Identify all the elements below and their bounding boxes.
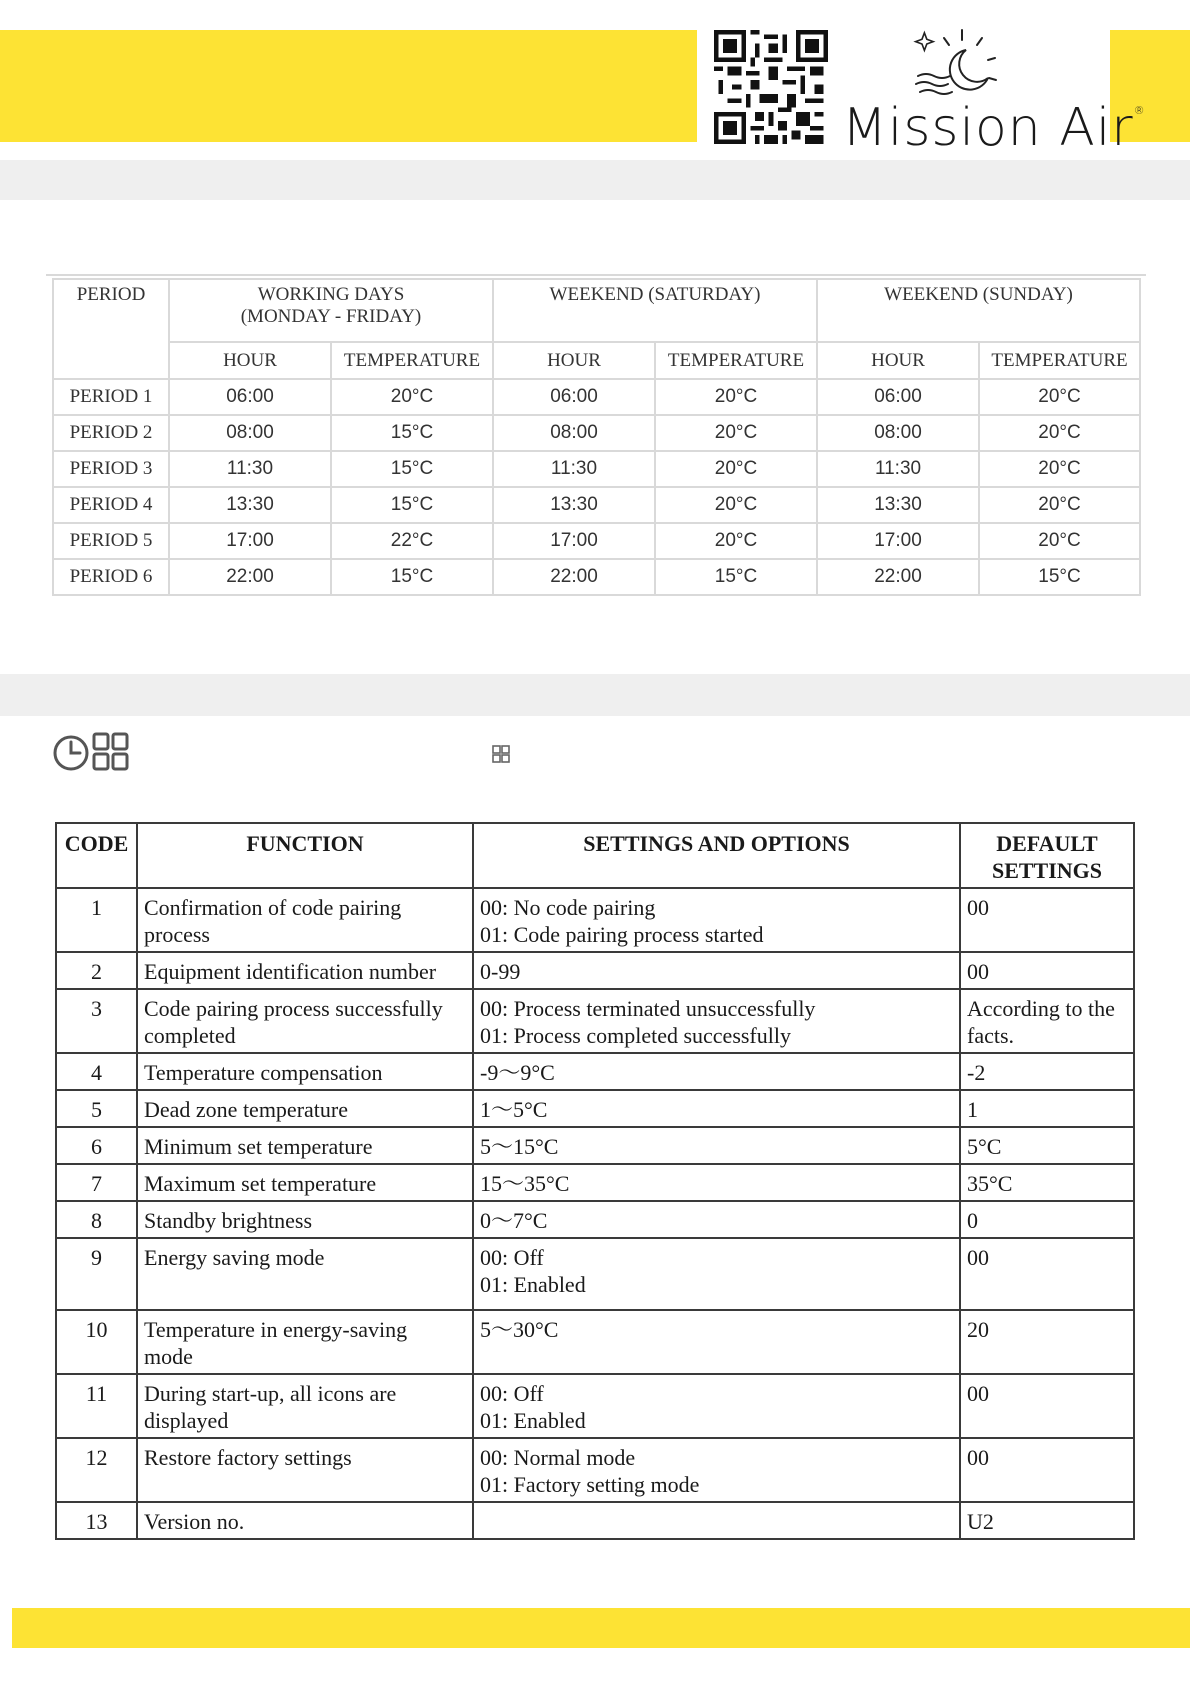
setting-function <box>137 1053 473 1090</box>
default-line: -2 <box>967 1060 986 1085</box>
function-line: Code pairing process successfully <box>144 996 443 1021</box>
setting-code: 12 <box>56 1438 137 1502</box>
header-function: FUNCTION <box>137 823 473 888</box>
saturday-temp: 20°C <box>655 451 817 487</box>
header-default-line2: SETTINGS <box>991 858 1103 883</box>
setting-default <box>960 1164 1134 1201</box>
option-line: 00: Process terminated unsuccessfully <box>480 996 816 1021</box>
setting-options <box>473 989 960 1053</box>
setting-default <box>960 1090 1134 1127</box>
footer-band <box>12 1608 1190 1648</box>
setting-code: 7 <box>56 1164 137 1201</box>
saturday-hour: 22:00 <box>493 559 655 595</box>
header-period: PERIOD <box>53 279 169 379</box>
setting-function <box>137 1502 473 1539</box>
setting-function <box>137 1127 473 1164</box>
function-line: Minimum set temperature <box>144 1134 373 1159</box>
header-temperature: TEMPERATURE <box>979 342 1140 379</box>
setting-default <box>960 952 1134 989</box>
default-line: 20 <box>967 1317 989 1342</box>
schedule-row <box>53 487 1140 523</box>
period-label: PERIOD 2 <box>53 415 169 451</box>
sunday-temp: 20°C <box>979 379 1140 415</box>
sunday-temp: 20°C <box>979 451 1140 487</box>
schedule-row <box>53 523 1140 559</box>
settings-row <box>56 1238 1134 1310</box>
option-line: 5～30°C <box>480 1317 559 1342</box>
brand-name <box>842 98 1146 158</box>
clock-icon <box>52 734 90 772</box>
saturday-hour: 11:30 <box>493 451 655 487</box>
setting-code: 9 <box>56 1238 137 1310</box>
saturday-temp: 20°C <box>655 415 817 451</box>
period-label: PERIOD 5 <box>53 523 169 559</box>
settings-row <box>56 1374 1134 1438</box>
option-line: 15～35°C <box>480 1171 570 1196</box>
setting-default <box>960 1502 1134 1539</box>
saturday-temp: 20°C <box>655 523 817 559</box>
sunday-hour: 08:00 <box>817 415 979 451</box>
header-default-line1: DEFAULT <box>996 831 1098 856</box>
setting-code: 4 <box>56 1053 137 1090</box>
sunday-hour: 06:00 <box>817 379 979 415</box>
schedule-row <box>53 451 1140 487</box>
function-line: Confirmation of code pairing <box>144 895 402 920</box>
workday-hour: 06:00 <box>169 379 331 415</box>
header-saturday: WEEKEND (SATURDAY) <box>493 279 817 342</box>
setting-code: 13 <box>56 1502 137 1539</box>
settings-row <box>56 1164 1134 1201</box>
sunday-hour: 17:00 <box>817 523 979 559</box>
default-line: 00 <box>967 959 989 984</box>
default-line: U2 <box>967 1509 994 1534</box>
settings-row <box>56 1438 1134 1502</box>
setting-options <box>473 1090 960 1127</box>
default-line: 1 <box>967 1097 978 1122</box>
option-line: 1～5°C <box>480 1097 548 1122</box>
default-line: According to the <box>967 996 1115 1021</box>
function-line: During start-up, all icons are <box>144 1381 397 1406</box>
option-line: 00: Normal mode <box>480 1445 636 1470</box>
setting-function <box>137 952 473 989</box>
setting-default <box>960 1374 1134 1438</box>
function-line: Equipment identification number <box>144 959 437 984</box>
sunday-hour: 22:00 <box>817 559 979 595</box>
header-working-days-line2: (MONDAY - FRIDAY) <box>240 306 422 327</box>
setting-options <box>473 1438 960 1502</box>
setting-function <box>137 1374 473 1438</box>
function-line: process <box>144 922 210 947</box>
function-line: Version no. <box>144 1509 245 1534</box>
setting-code: 6 <box>56 1127 137 1164</box>
grid-icon <box>92 732 130 772</box>
setting-function <box>137 1164 473 1201</box>
schedule-top-rule <box>46 274 1146 276</box>
workday-temp: 15°C <box>331 415 493 451</box>
setting-options <box>473 1164 960 1201</box>
saturday-hour: 06:00 <box>493 379 655 415</box>
schedule-row <box>53 415 1140 451</box>
small-grid-icon <box>492 745 510 763</box>
setting-options <box>473 1201 960 1238</box>
setting-function <box>137 1201 473 1238</box>
header-temperature: TEMPERATURE <box>331 342 493 379</box>
brand-text: Mission Air <box>842 98 1134 158</box>
header-working-days-line1: WORKING DAYS <box>257 284 405 305</box>
settings-row <box>56 989 1134 1053</box>
option-line: 00: Off <box>480 1245 544 1270</box>
workday-temp: 22°C <box>331 523 493 559</box>
settings-row <box>56 1090 1134 1127</box>
settings-row <box>56 1502 1134 1539</box>
setting-function <box>137 1438 473 1502</box>
header-working-days <box>169 279 493 342</box>
setting-code: 11 <box>56 1374 137 1438</box>
setting-options <box>473 1310 960 1374</box>
qr-code-icon[interactable] <box>714 30 828 144</box>
default-line: 00 <box>967 1445 989 1470</box>
schedule-table <box>52 278 1141 596</box>
workday-hour: 08:00 <box>169 415 331 451</box>
setting-function <box>137 1090 473 1127</box>
header-hour: HOUR <box>169 342 331 379</box>
saturday-temp: 20°C <box>655 487 817 523</box>
workday-hour: 11:30 <box>169 451 331 487</box>
option-line: 5～15°C <box>480 1134 559 1159</box>
default-line: 00 <box>967 1245 989 1270</box>
setting-default <box>960 1310 1134 1374</box>
schedule-row <box>53 559 1140 595</box>
default-line: 5°C <box>967 1134 1002 1159</box>
workday-temp: 15°C <box>331 451 493 487</box>
function-line: Standby brightness <box>144 1208 313 1233</box>
default-line: facts. <box>967 1023 1015 1048</box>
setting-function <box>137 1310 473 1374</box>
function-line: mode <box>144 1344 193 1369</box>
function-line: Energy saving mode <box>144 1245 325 1270</box>
settings-header-row <box>56 823 1134 888</box>
settings-row <box>56 1310 1134 1374</box>
sun-moon-wind-icon <box>910 20 1006 104</box>
settings-row <box>56 952 1134 989</box>
setting-function <box>137 888 473 952</box>
function-line: Restore factory settings <box>144 1445 352 1470</box>
default-line: 0 <box>967 1208 978 1233</box>
header-band-left <box>0 30 697 142</box>
setting-function <box>137 989 473 1053</box>
setting-default <box>960 888 1134 952</box>
sunday-temp: 20°C <box>979 415 1140 451</box>
header-hour: HOUR <box>817 342 979 379</box>
sunday-temp: 15°C <box>979 559 1140 595</box>
option-line: 0-99 <box>480 959 521 984</box>
saturday-hour: 08:00 <box>493 415 655 451</box>
setting-default <box>960 1053 1134 1090</box>
setting-default <box>960 1127 1134 1164</box>
sunday-temp: 20°C <box>979 523 1140 559</box>
sunday-hour: 13:30 <box>817 487 979 523</box>
setting-function <box>137 1238 473 1310</box>
setting-default <box>960 1438 1134 1502</box>
workday-hour: 17:00 <box>169 523 331 559</box>
setting-default <box>960 1238 1134 1310</box>
function-line: Maximum set temperature <box>144 1171 377 1196</box>
setting-code: 10 <box>56 1310 137 1374</box>
setting-options <box>473 1127 960 1164</box>
saturday-temp: 20°C <box>655 379 817 415</box>
header-options: SETTINGS AND OPTIONS <box>473 823 960 888</box>
setting-code: 1 <box>56 888 137 952</box>
option-line: 0～7°C <box>480 1208 548 1233</box>
settings-row <box>56 1053 1134 1090</box>
period-label: PERIOD 3 <box>53 451 169 487</box>
option-line: 00: No code pairing <box>480 895 656 920</box>
setting-code: 8 <box>56 1201 137 1238</box>
function-line: completed <box>144 1023 236 1048</box>
option-line: 00: Off <box>480 1381 544 1406</box>
setting-options <box>473 1374 960 1438</box>
settings-row <box>56 1201 1134 1238</box>
setting-options <box>473 888 960 952</box>
option-line: 01: Code pairing process started <box>480 922 764 947</box>
settings-table <box>55 822 1135 1540</box>
setting-code: 3 <box>56 989 137 1053</box>
function-line: displayed <box>144 1408 229 1433</box>
setting-options <box>473 952 960 989</box>
option-line: 01: Factory setting mode <box>480 1472 700 1497</box>
option-line: -9～9°C <box>480 1060 555 1085</box>
sunday-hour: 11:30 <box>817 451 979 487</box>
header-default <box>960 823 1134 888</box>
option-line: 01: Enabled <box>480 1408 586 1433</box>
default-line: 00 <box>967 895 989 920</box>
saturday-temp: 15°C <box>655 559 817 595</box>
settings-row <box>56 888 1134 952</box>
saturday-hour: 17:00 <box>493 523 655 559</box>
registered-mark: ® <box>1133 104 1146 117</box>
section-band-1 <box>0 160 1190 200</box>
function-line: Temperature compensation <box>144 1060 383 1085</box>
section-band-2 <box>0 674 1190 716</box>
sunday-temp: 20°C <box>979 487 1140 523</box>
setting-options <box>473 1053 960 1090</box>
setting-default <box>960 1201 1134 1238</box>
workday-hour: 13:30 <box>169 487 331 523</box>
workday-temp: 15°C <box>331 487 493 523</box>
default-line: 00 <box>967 1381 989 1406</box>
setting-default <box>960 989 1134 1053</box>
period-label: PERIOD 4 <box>53 487 169 523</box>
setting-code: 2 <box>56 952 137 989</box>
period-label: PERIOD 1 <box>53 379 169 415</box>
header-hour: HOUR <box>493 342 655 379</box>
schedule-row <box>53 379 1140 415</box>
function-line: Dead zone temperature <box>144 1097 348 1122</box>
default-line: 35°C <box>967 1171 1013 1196</box>
setting-options <box>473 1238 960 1310</box>
header-temperature: TEMPERATURE <box>655 342 817 379</box>
header-sunday: WEEKEND (SUNDAY) <box>817 279 1140 342</box>
workday-temp: 20°C <box>331 379 493 415</box>
header-code: CODE <box>56 823 137 888</box>
workday-hour: 22:00 <box>169 559 331 595</box>
period-label: PERIOD 6 <box>53 559 169 595</box>
setting-code: 5 <box>56 1090 137 1127</box>
workday-temp: 15°C <box>331 559 493 595</box>
settings-row <box>56 1127 1134 1164</box>
function-line: Temperature in energy-saving <box>144 1317 408 1342</box>
option-line: 01: Enabled <box>480 1272 586 1297</box>
setting-options <box>473 1502 960 1539</box>
option-line: 01: Process completed successfully <box>480 1023 791 1048</box>
saturday-hour: 13:30 <box>493 487 655 523</box>
